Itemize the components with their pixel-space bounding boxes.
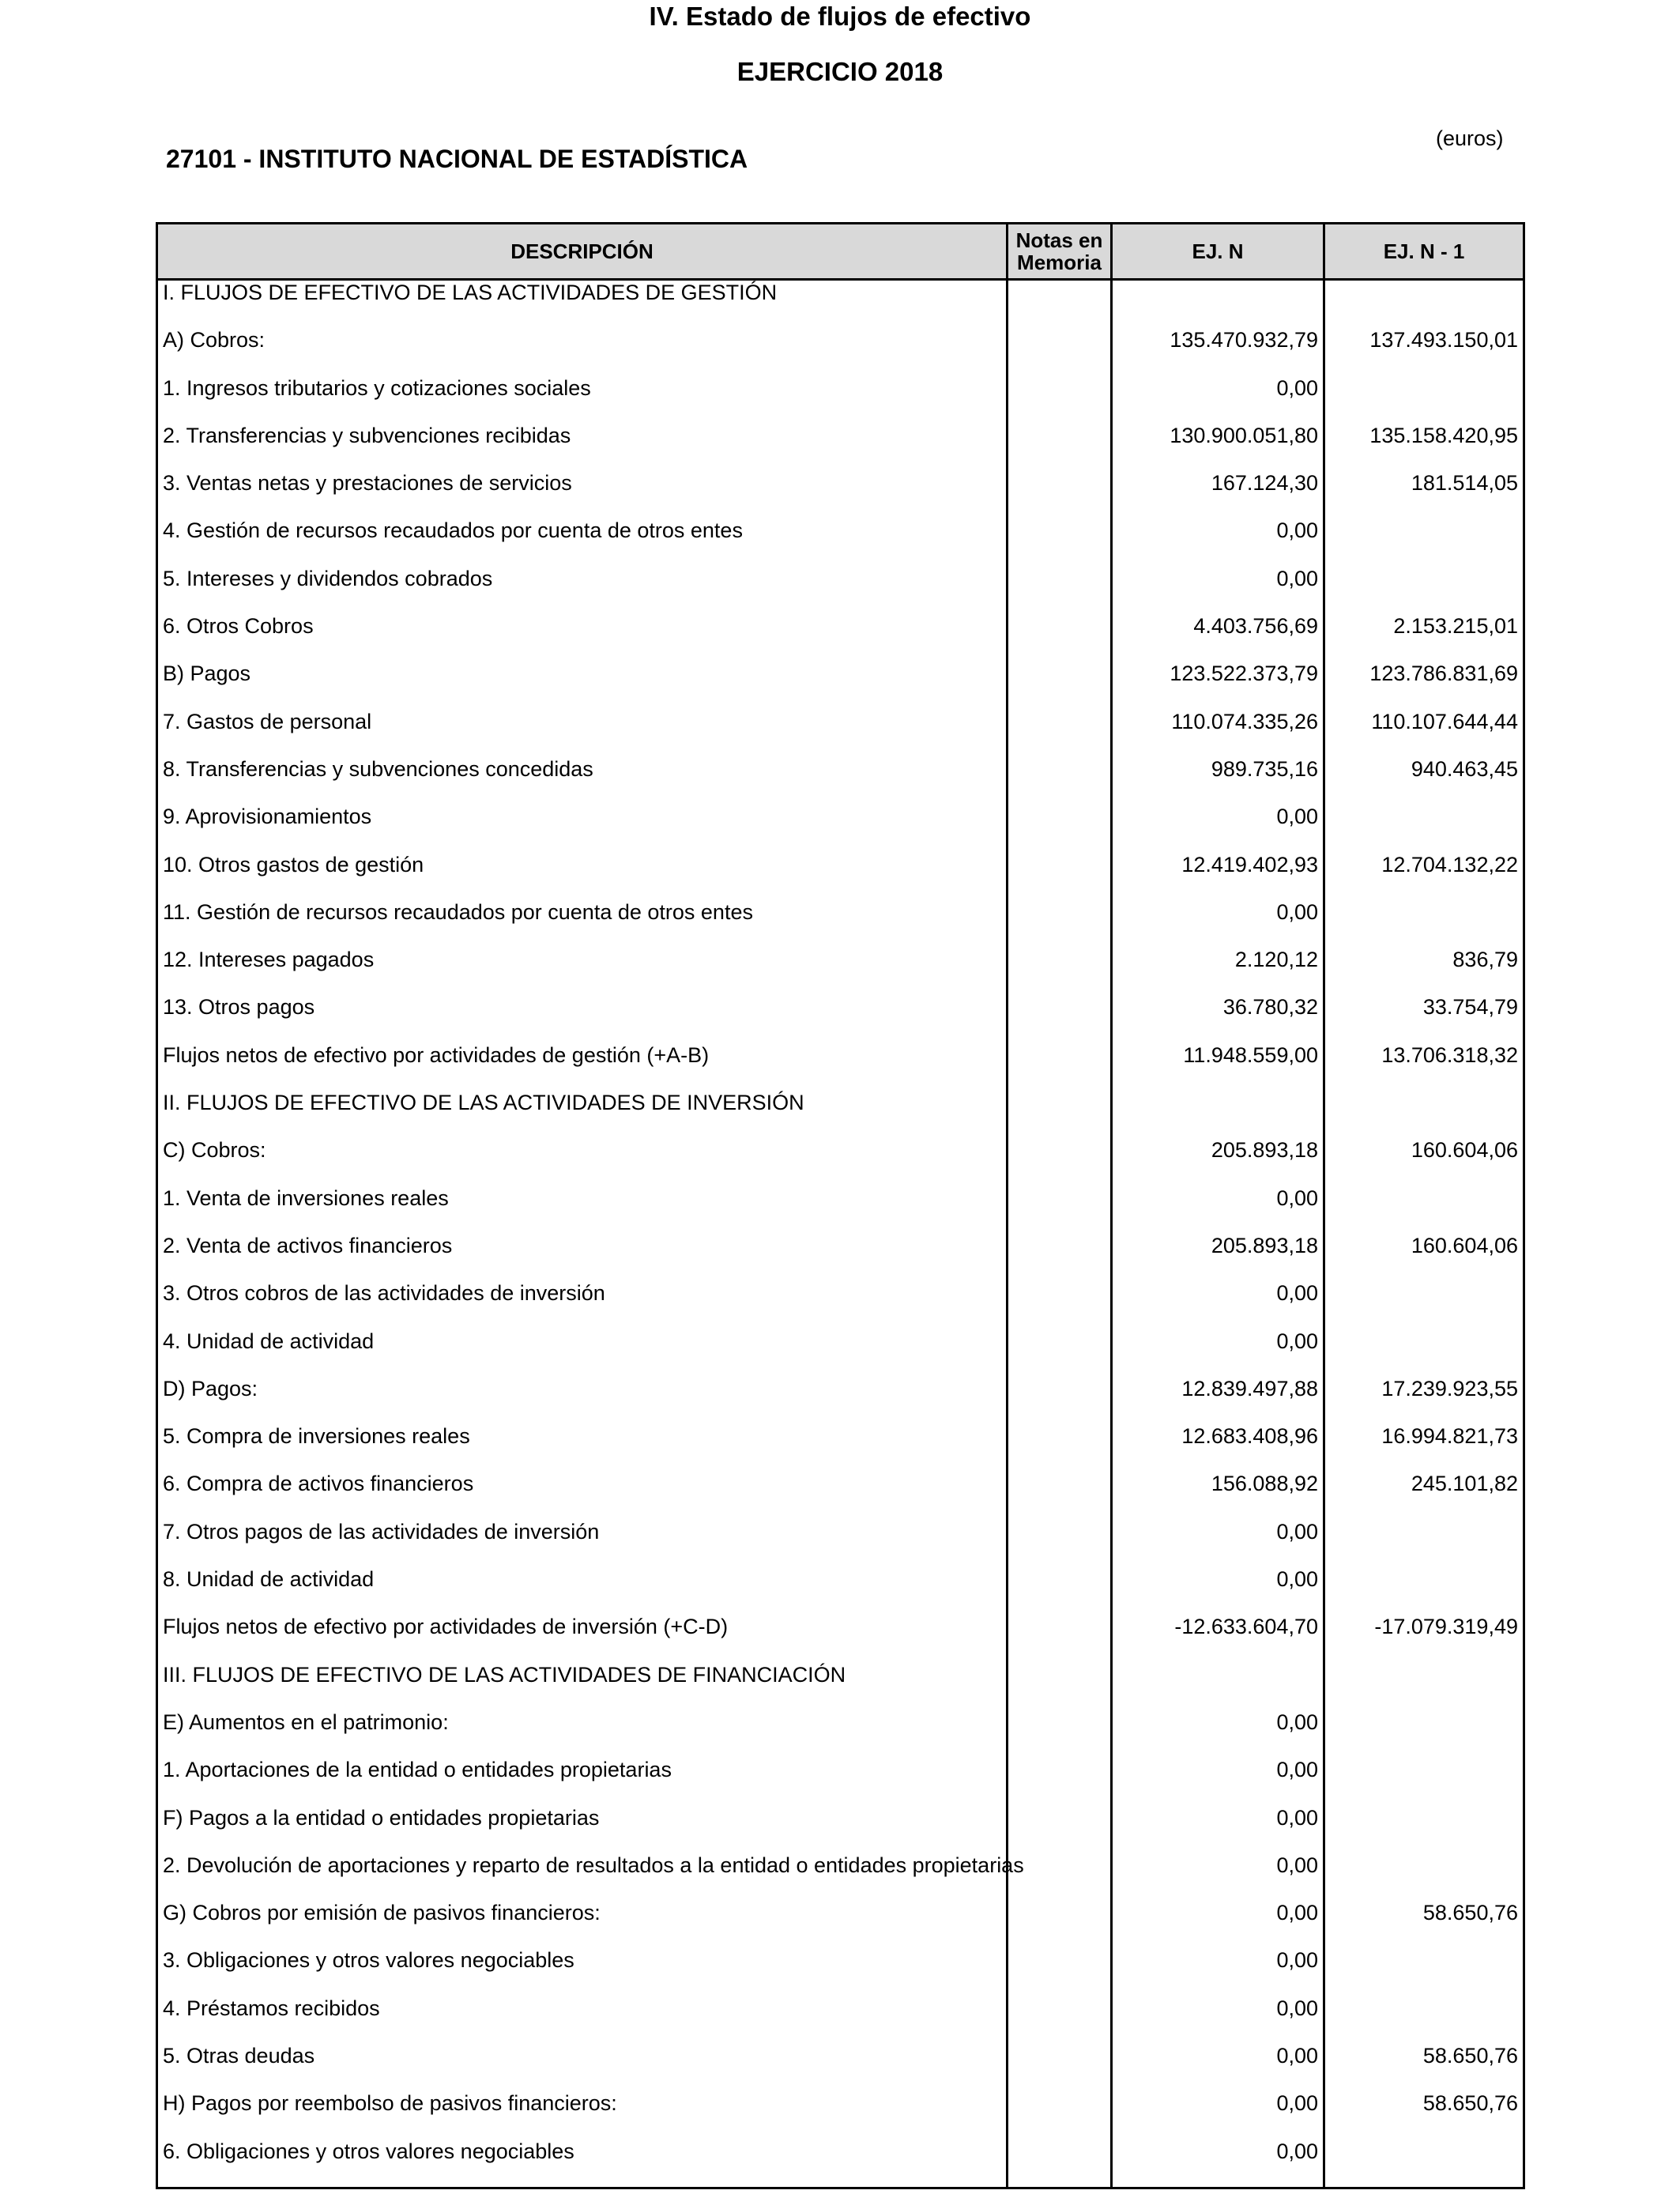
row-current-value: 0,00 [1112,2044,1324,2091]
row-previous-value [1324,1853,1524,1901]
table-row [157,805,1524,852]
row-notes [1008,1234,1112,1281]
row-description: 1. Aportaciones de la entidad o entidades propietarias [157,1758,1008,1805]
row-description: 2. Venta de activos financieros [157,1234,1008,1281]
header-notes-line1: Notas en [1015,228,1103,252]
row-previous-value [1324,376,1524,424]
row-notes [1008,328,1112,375]
table-row [157,1234,1524,1281]
document-subtitle: EJERCICIO 2018 [736,57,944,86]
cash-flow-table [156,222,1525,2189]
row-current-value: 205.893,18 [1112,1234,1324,1281]
row-current-value: 0,00 [1112,1758,1324,1805]
row-description: 5. Intereses y dividendos cobrados [157,567,1008,614]
row-previous-value [1324,1091,1524,1138]
row-description: 10. Otros gastos de gestión [157,853,1008,900]
row-notes [1008,518,1112,566]
table-row [157,1710,1524,1758]
row-description: 4. Préstamos recibidos [157,1996,1008,2044]
row-notes [1008,1567,1112,1615]
row-notes [1008,2044,1112,2091]
row-previous-value: 135.158.420,95 [1324,424,1524,471]
row-previous-value: 245.101,82 [1324,1472,1524,1519]
row-previous-value: 12.704.132,22 [1324,853,1524,900]
row-previous-value: 160.604,06 [1324,1138,1524,1186]
row-current-value [1112,280,1324,329]
row-description: 6. Obligaciones y otros valores negociables [157,2139,1008,2188]
table-row [157,900,1524,948]
row-notes [1008,1091,1112,1138]
row-previous-value [1324,1567,1524,1615]
row-description: 3. Obligaciones y otros valores negociables [157,1948,1008,1996]
row-notes [1008,1806,1112,1853]
row-description: 11. Gestión de recursos recaudados por cuenta de otros entes [157,900,1008,948]
row-description: 1. Ingresos tributarios y cotizaciones sociales [157,376,1008,424]
row-previous-value [1324,2139,1524,2188]
table-row [157,1758,1524,1805]
row-current-value: 36.780,32 [1112,995,1324,1042]
row-current-value: 167.124,30 [1112,471,1324,518]
row-previous-value: -17.079.319,49 [1324,1615,1524,1662]
row-current-value: 0,00 [1112,1806,1324,1853]
row-notes [1008,1901,1112,1948]
row-previous-value [1324,1663,1524,1710]
table-row [157,1472,1524,1519]
row-notes [1008,1043,1112,1091]
row-current-value: 0,00 [1112,1901,1324,1948]
currency-units: (euros) [1436,126,1504,150]
row-current-value: 0,00 [1112,518,1324,566]
table-row [157,1091,1524,1138]
table-row [157,567,1524,614]
row-notes [1008,1996,1112,2044]
table-row [157,1043,1524,1091]
row-previous-value: 58.650,76 [1324,2044,1524,2091]
row-current-value: 156.088,92 [1112,1472,1324,1519]
row-notes [1008,1186,1112,1234]
table-row [157,1329,1524,1377]
row-notes [1008,900,1112,948]
row-previous-value [1324,280,1524,329]
entity-name: 27101 - INSTITUTO NACIONAL DE ESTADÍSTICA [166,145,748,173]
row-current-value: 989.735,16 [1112,757,1324,805]
row-description: 3. Otros cobros de las actividades de inversión [157,1281,1008,1329]
row-description: F) Pagos a la entidad o entidades propietarias [157,1806,1008,1853]
document-title: IV. Estado de flujos de efectivo [649,2,1031,31]
table-row [157,280,1524,329]
row-description: H) Pagos por reembolso de pasivos financieros: [157,2091,1008,2139]
row-description: B) Pagos [157,662,1008,709]
row-previous-value: 17.239.923,55 [1324,1377,1524,1424]
row-previous-value: 58.650,76 [1324,1901,1524,1948]
row-notes [1008,424,1112,471]
row-notes [1008,280,1112,329]
table-row [157,1567,1524,1615]
row-current-value: 130.900.051,80 [1112,424,1324,471]
table-row [157,1615,1524,1662]
table-row [157,662,1524,709]
table-row [157,1948,1524,1996]
row-description: Flujos netos de efectivo por actividades de inversión (+C-D) [157,1615,1008,1662]
row-current-value: 0,00 [1112,2139,1324,2188]
row-previous-value: 13.706.318,32 [1324,1043,1524,1091]
row-notes [1008,1377,1112,1424]
row-notes [1008,2091,1112,2139]
table-row [157,1520,1524,1567]
row-description: G) Cobros por emisión de pasivos financieros: [157,1901,1008,1948]
table-row [157,1377,1524,1424]
row-previous-value: 836,79 [1324,948,1524,995]
row-previous-value [1324,1186,1524,1234]
row-previous-value [1324,1758,1524,1805]
row-previous-value: 2.153.215,01 [1324,614,1524,662]
row-current-value: 0,00 [1112,1567,1324,1615]
row-notes [1008,567,1112,614]
row-description: 1. Venta de inversiones reales [157,1186,1008,1234]
row-description: 4. Unidad de actividad [157,1329,1008,1377]
row-notes [1008,471,1112,518]
table-row [157,614,1524,662]
row-description: 6. Compra de activos financieros [157,1472,1008,1519]
row-notes [1008,1948,1112,1996]
row-previous-value: 137.493.150,01 [1324,328,1524,375]
row-previous-value [1324,567,1524,614]
row-current-value: 0,00 [1112,1329,1324,1377]
row-current-value: 0,00 [1112,376,1324,424]
row-previous-value [1324,1520,1524,1567]
row-current-value: 0,00 [1112,2091,1324,2139]
row-description: 7. Otros pagos de las actividades de inversión [157,1520,1008,1567]
row-current-value: 0,00 [1112,1948,1324,1996]
table-row [157,328,1524,375]
row-notes [1008,1663,1112,1710]
row-current-value: -12.633.604,70 [1112,1615,1324,1662]
row-current-value: 0,00 [1112,567,1324,614]
row-current-value: 205.893,18 [1112,1138,1324,1186]
row-notes [1008,1472,1112,1519]
table-row [157,995,1524,1042]
row-previous-value: 16.994.821,73 [1324,1424,1524,1472]
row-current-value: 110.074.335,26 [1112,710,1324,757]
row-notes [1008,1710,1112,1758]
row-previous-value [1324,805,1524,852]
table-row [157,2044,1524,2091]
row-description: I. FLUJOS DE EFECTIVO DE LAS ACTIVIDADES DE GESTIÓN [157,280,1008,329]
row-current-value: 123.522.373,79 [1112,662,1324,709]
row-current-value: 0,00 [1112,1710,1324,1758]
row-description: A) Cobros: [157,328,1008,375]
row-current-value: 0,00 [1112,1186,1324,1234]
row-previous-value [1324,1281,1524,1329]
table-row [157,1281,1524,1329]
row-current-value: 11.948.559,00 [1112,1043,1324,1091]
table-row [157,948,1524,995]
row-current-value: 135.470.932,79 [1112,328,1324,375]
row-current-value: 0,00 [1112,805,1324,852]
header-current-year: EJ. N [1112,224,1324,280]
table-row [157,1853,1524,1901]
table-row [157,1806,1524,1853]
row-current-value: 0,00 [1112,1996,1324,2044]
row-description: 9. Aprovisionamientos [157,805,1008,852]
row-current-value [1112,1663,1324,1710]
table-row [157,1901,1524,1948]
row-notes [1008,1138,1112,1186]
row-current-value: 0,00 [1112,1853,1324,1901]
table-row [157,1138,1524,1186]
row-notes [1008,995,1112,1042]
row-previous-value [1324,900,1524,948]
row-previous-value [1324,518,1524,566]
table-row [157,518,1524,566]
row-current-value: 2.120,12 [1112,948,1324,995]
row-description: D) Pagos: [157,1377,1008,1424]
table-row [157,471,1524,518]
row-description: 7. Gastos de personal [157,710,1008,757]
table-row [157,710,1524,757]
row-notes [1008,1424,1112,1472]
row-previous-value: 33.754,79 [1324,995,1524,1042]
row-notes [1008,1520,1112,1567]
row-description: 4. Gestión de recursos recaudados por cuenta de otros entes [157,518,1008,566]
row-notes [1008,1758,1112,1805]
row-description: 5. Otras deudas [157,2044,1008,2091]
row-notes [1008,1615,1112,1662]
table-body [157,280,1524,2188]
row-description: C) Cobros: [157,1138,1008,1186]
row-current-value [1112,1091,1324,1138]
row-current-value: 0,00 [1112,900,1324,948]
table-row [157,424,1524,471]
row-previous-value [1324,1996,1524,2044]
row-previous-value: 58.650,76 [1324,2091,1524,2139]
row-description: E) Aumentos en el patrimonio: [157,1710,1008,1758]
table-row [157,1186,1524,1234]
row-description: 3. Ventas netas y prestaciones de servicios [157,471,1008,518]
table-row [157,1996,1524,2044]
row-description: 5. Compra de inversiones reales [157,1424,1008,1472]
row-notes [1008,710,1112,757]
row-previous-value: 123.786.831,69 [1324,662,1524,709]
table-row [157,757,1524,805]
row-description: 2. Devolución de aportaciones y reparto de resultados a la entidad o entidades propietarias [157,1853,1008,1901]
row-current-value: 12.683.408,96 [1112,1424,1324,1472]
header-notes [1008,224,1112,280]
row-description: 8. Transferencias y subvenciones concedidas [157,757,1008,805]
header-previous-year: EJ. N - 1 [1324,224,1524,280]
row-previous-value: 160.604,06 [1324,1234,1524,1281]
table-row [157,853,1524,900]
row-current-value: 12.839.497,88 [1112,1377,1324,1424]
row-notes [1008,614,1112,662]
row-notes [1008,2139,1112,2188]
row-previous-value [1324,1806,1524,1853]
row-current-value: 0,00 [1112,1281,1324,1329]
table-row [157,2139,1524,2188]
row-previous-value [1324,1710,1524,1758]
row-notes [1008,662,1112,709]
table-row [157,2091,1524,2139]
row-notes [1008,1281,1112,1329]
row-previous-value [1324,1948,1524,1996]
row-notes [1008,376,1112,424]
row-current-value: 0,00 [1112,1520,1324,1567]
row-current-value: 12.419.402,93 [1112,853,1324,900]
header-notes-line2: Memoria [1017,251,1102,274]
row-description: 2. Transferencias y subvenciones recibidas [157,424,1008,471]
row-previous-value [1324,1329,1524,1377]
row-previous-value: 940.463,45 [1324,757,1524,805]
row-notes [1008,853,1112,900]
table-header-row [157,224,1524,280]
row-description: 6. Otros Cobros [157,614,1008,662]
row-description: III. FLUJOS DE EFECTIVO DE LAS ACTIVIDADES DE FINANCIACIÓN [157,1663,1008,1710]
row-description: 13. Otros pagos [157,995,1008,1042]
row-notes [1008,1329,1112,1377]
row-description: II. FLUJOS DE EFECTIVO DE LAS ACTIVIDADES DE INVERSIÓN [157,1091,1008,1138]
row-description: Flujos netos de efectivo por actividades de gestión (+A-B) [157,1043,1008,1091]
row-notes [1008,757,1112,805]
table-row [157,1424,1524,1472]
row-previous-value: 110.107.644,44 [1324,710,1524,757]
table-row [157,376,1524,424]
row-notes [1008,805,1112,852]
row-notes [1008,948,1112,995]
table-row [157,1663,1524,1710]
header-description: DESCRIPCIÓN [157,224,1008,280]
row-description: 8. Unidad de actividad [157,1567,1008,1615]
row-description: 12. Intereses pagados [157,948,1008,995]
row-current-value: 4.403.756,69 [1112,614,1324,662]
row-previous-value: 181.514,05 [1324,471,1524,518]
